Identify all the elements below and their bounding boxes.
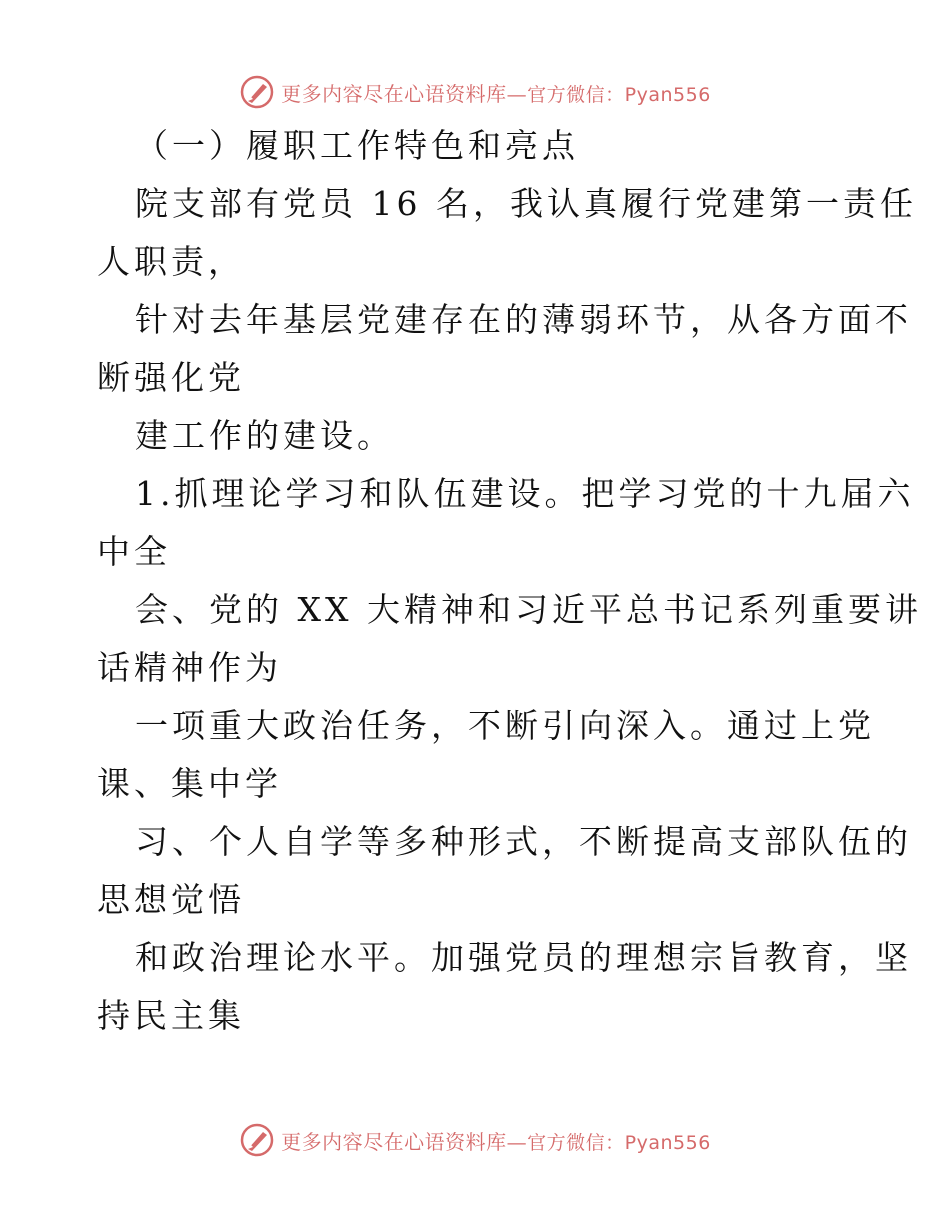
paragraph-line: 一项重大政治任务，不断引向深入。通过上党 <box>135 706 875 745</box>
paragraph-line: 中全 <box>97 532 171 571</box>
paragraph-line: 持民主集 <box>97 996 245 1035</box>
paragraph-line: 思想觉悟 <box>97 880 245 919</box>
paragraph-line: 课、集中学 <box>97 764 282 803</box>
paragraph-line: 话精神作为 <box>97 648 282 687</box>
paragraph-line: 针对去年基层党建存在的薄弱环节，从各方面不 <box>135 300 912 339</box>
paragraph-line: 人职责， <box>97 242 245 281</box>
watermark-wechat-text: 官方微信：Pyan556 <box>527 83 711 106</box>
paragraph-line: 院支部有党员 16 名，我认真履行党建第一责任 <box>135 184 917 223</box>
paragraph-line: 和政治理论水平。加强党员的理想宗旨教育，坚 <box>135 938 912 977</box>
section-heading: （一）履职工作特色和亮点 <box>135 126 579 165</box>
paragraph-line: 1.抓理论学习和队伍建设。把学习党的十九届六 <box>135 474 915 513</box>
footer-watermark <box>0 1118 950 1162</box>
paragraph-line: 习、个人自学等多种形式，不断提高支部队伍的 <box>135 822 912 861</box>
watermark-wechat-text: 官方微信：Pyan556 <box>527 1131 711 1154</box>
header-watermark <box>0 70 950 114</box>
watermark-site-text: 更多内容尽在心语资料库— <box>281 1129 528 1154</box>
pen-logo-icon <box>239 1122 275 1158</box>
paragraph-line: 会、党的 XX 大精神和习近平总书记系列重要讲 <box>135 590 922 629</box>
paragraph-line: 建工作的建设。 <box>135 416 394 455</box>
pen-logo-icon <box>239 74 275 110</box>
watermark-site-text: 更多内容尽在心语资料库— <box>281 81 528 106</box>
paragraph-line: 断强化党 <box>97 358 245 397</box>
